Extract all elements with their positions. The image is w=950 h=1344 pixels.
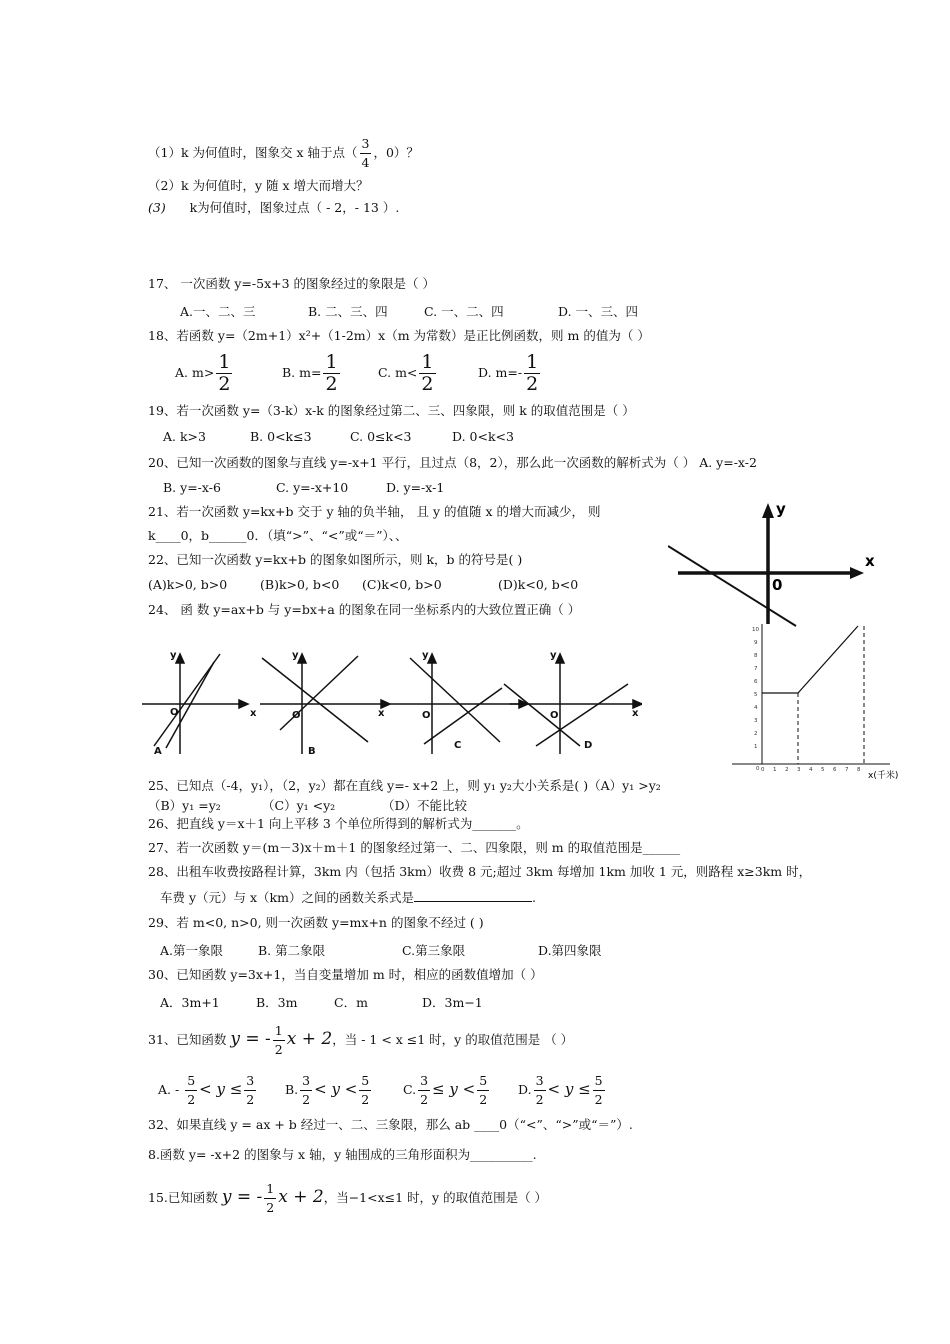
question-28: 28、出租车收费按路程计算，3km 内（包括 3km）收费 8 元;超过 3km 每增加 1km 加收 1 元，则路程 x≥3km 时， [148, 864, 812, 879]
graph-b-y: y [292, 650, 299, 661]
y-tick: 0 [756, 766, 760, 772]
q25-option-b: （B）y₁ =y₂ [148, 798, 221, 813]
question-15: 15.已知函数 y = - $\frac{1}{2}$ x + 2，当−1<x≤1 时，y 的取值范围是（ ） [148, 1181, 548, 1215]
x-tick: 4 [809, 767, 813, 773]
q19-option-b: B. 0<k≤3 [250, 429, 312, 444]
q17-option-d: D. 一、三、四 [558, 304, 639, 319]
q29-option-a: A.第一象限 [160, 943, 224, 958]
q31-option-b: B. $\frac{3}{2}$ < y < $\frac{5}{2}$ [285, 1073, 370, 1107]
question-26: 26、把直线 y＝x＋1 向上平移 3 个单位所得到的解析式为_______。 [148, 816, 529, 831]
y-tick: 3 [754, 718, 758, 724]
q29-option-c: C.第三象限 [402, 943, 466, 958]
question-17: 17、 一次函数 y=-5x+3 的图象经过的象限是（ ） [148, 276, 435, 291]
y-tick: 10 [752, 627, 759, 633]
question-21: 21、若一次函数 y=kx+b 交于 y 轴的负半轴， 且 y 的值随 x 的增大而减少， 则 [148, 504, 601, 519]
q18-option-b: B. m= $\frac{1}{2}$ [282, 351, 338, 395]
question-32: 32、如果直线 y = ax + b 经过一、二、三象限，那么 ab ____0（“<”、“>”或“＝”）. [148, 1117, 633, 1132]
q18-option-c: C. m< $\frac{1}{2}$ [378, 351, 434, 395]
q18-option-d: D. m=- $\frac{1}{2}$ [478, 351, 539, 395]
q19-option-a: A. k>3 [163, 429, 206, 444]
axis-label-y: y [776, 500, 786, 518]
q22-line-graph [668, 496, 880, 630]
q22-option-c: (C)k<0, b>0 [362, 577, 442, 592]
graph-a-label: A [154, 746, 162, 757]
q24-graphs [142, 646, 642, 758]
graph-c-y: y [422, 650, 429, 661]
question-25: 25、已知点（-4，y₁），（2，y₂）都在直线 y=- x+2 上，则 y₁ y₂大小关系是( )（A）y₁ >y₂ [148, 778, 661, 793]
q22-option-a: (A)k>0, b>0 [148, 577, 228, 592]
question-21-blanks: k____0，b______0．（填“>”、“<”或“＝”）、、 [148, 528, 408, 543]
question-31: 31、已知函数 y = - $\frac{1}{2}$ x + 2，当 - 1 < x ≤1 时，y 的取值范围是 （ ） [148, 1023, 574, 1057]
sub-question-2: （2）k 为何值时，y 随 x 增大而增大？ [148, 178, 369, 193]
question-24: 24、 函 数 y=ax+b 与 y=bx+a 的图象在同一坐标系内的大致位置正确（ ） [148, 602, 581, 617]
y-tick: 8 [754, 653, 758, 659]
graph-a-origin: O [170, 707, 179, 718]
q18-option-a: A. m> $\frac{1}{2}$ [175, 351, 231, 395]
q31-option-a: A. - $\frac{5}{2}$ < y ≤ $\frac{3}{2}$ [158, 1073, 255, 1107]
answer-blank[interactable] [414, 901, 532, 902]
question-30: 30、已知函数 y=3x+1，当自变量增加 m 时，相应的函数值增加（ ） [148, 967, 543, 982]
y-tick: 1 [754, 744, 758, 750]
graph-d-origin: O [550, 710, 559, 721]
q20-option-d: D. y=-x-1 [386, 480, 445, 495]
q30-option-c: C．m [334, 995, 368, 1010]
x-tick: 1 [773, 767, 777, 773]
q20-option-b: B. y=-x-6 [163, 480, 221, 495]
sub-question-1: （1）k 为何值时，图象交 x 轴于点（ $\frac{3}{4}$ ，0）？ [148, 136, 419, 170]
x-tick: 0 [761, 767, 765, 773]
x-tick: 6 [833, 767, 837, 773]
graph-b-origin: O [292, 710, 301, 721]
q30-option-b: B．3m [256, 995, 298, 1010]
q17-option-b: B. 二、三、四 [308, 304, 388, 319]
sub-question-3: (3) k为何值时，图象过点（ - 2，- 13 ）. [148, 200, 400, 215]
q30-option-d: D．3m−1 [422, 995, 483, 1010]
y-tick: 4 [754, 705, 758, 711]
q31-option-c: C. $\frac{3}{2}$ ≤ y < $\frac{5}{2}$ [403, 1073, 488, 1107]
graph-a-y: y [170, 650, 177, 661]
q22-option-b: (B)k>0, b<0 [260, 577, 340, 592]
x-tick: 7 [845, 767, 849, 773]
x-tick: 8 [857, 767, 861, 773]
question-28-cont: 车费 y（元）与 x（km）之间的函数关系式是 . [160, 890, 536, 905]
q17-option-c: C. 一、二、四 [424, 304, 504, 319]
y-tick: 2 [754, 731, 758, 737]
q25-option-d: （D）不能比较 [382, 798, 468, 813]
q19-option-d: D. 0<k<3 [452, 429, 514, 444]
q29-option-b: B. 第二象限 [258, 943, 326, 958]
y-tick: 5 [754, 692, 758, 698]
y-tick: 7 [754, 666, 758, 672]
x-tick: 2 [785, 767, 789, 773]
question-8: 8.函数 y= -x+2 的图象与 x 轴，y 轴围成的三角形面积为__________. [148, 1147, 537, 1162]
q22-option-d: (D)k<0, b<0 [498, 577, 579, 592]
graph-d-y: y [550, 650, 557, 661]
graph-c-label: C [454, 740, 462, 751]
graph-d-label: D [584, 740, 593, 751]
q17-option-a: A.一、二、三 [180, 304, 256, 319]
q31-option-d: D. $\frac{3}{2}$ < y ≤ $\frac{5}{2}$ [518, 1073, 603, 1107]
question-27: 27、若一次函数 y＝(m－3)x＋m＋1 的图象经过第一、二、四象限，则 m 的取值范围是______ [148, 840, 681, 855]
taxi-fare-chart [730, 620, 920, 782]
y-tick: 6 [754, 679, 758, 685]
origin-label: 0 [772, 576, 783, 594]
fraction: $\frac{3}{4}$ [361, 136, 370, 170]
x-tick: 3 [797, 767, 801, 773]
question-20: 20、已知一次函数的图象与直线 y=-x+1 平行，且过点（8，2），那么此一次函数的解析式为（ ） A. y=-x-2 [148, 455, 757, 470]
graph-c-origin: O [422, 710, 431, 721]
graph-b-label: B [308, 746, 316, 757]
question-19: 19、若一次函数 y=（3-k）x-k 的图象经过第二、三、四象限，则 k 的取值范围是（ ） [148, 403, 635, 418]
graph-b-x: x [250, 708, 257, 719]
axis-label-x: x [865, 552, 875, 570]
x-tick: 5 [821, 767, 825, 773]
question-22: 22、已知一次函数 y=kx+b 的图象如图所示，则 k，b 的符号是( ) [148, 552, 523, 567]
y-tick: 9 [754, 640, 758, 646]
q25-option-c: （C）y₁ <y₂ [262, 798, 336, 813]
question-29: 29、若 m<0, n>0, 则一次函数 y=mx+n 的图象不经过 ( ) [148, 915, 484, 930]
q30-option-a: A．3m+1 [160, 995, 220, 1010]
question-18: 18、若函数 y=（2m+1）x²+（1-2m）x（m 为常数）是正比例函数，则 m 的值为（ ） [148, 328, 650, 343]
graph-c-x: x [378, 708, 385, 719]
x-axis-label: x(千米) [868, 771, 899, 781]
graph-d-x: x [632, 708, 639, 719]
q19-option-c: C. 0≤k<3 [350, 429, 412, 444]
q29-option-d: D.第四象限 [538, 943, 602, 958]
q20-option-c: C. y=-x+10 [276, 480, 349, 495]
